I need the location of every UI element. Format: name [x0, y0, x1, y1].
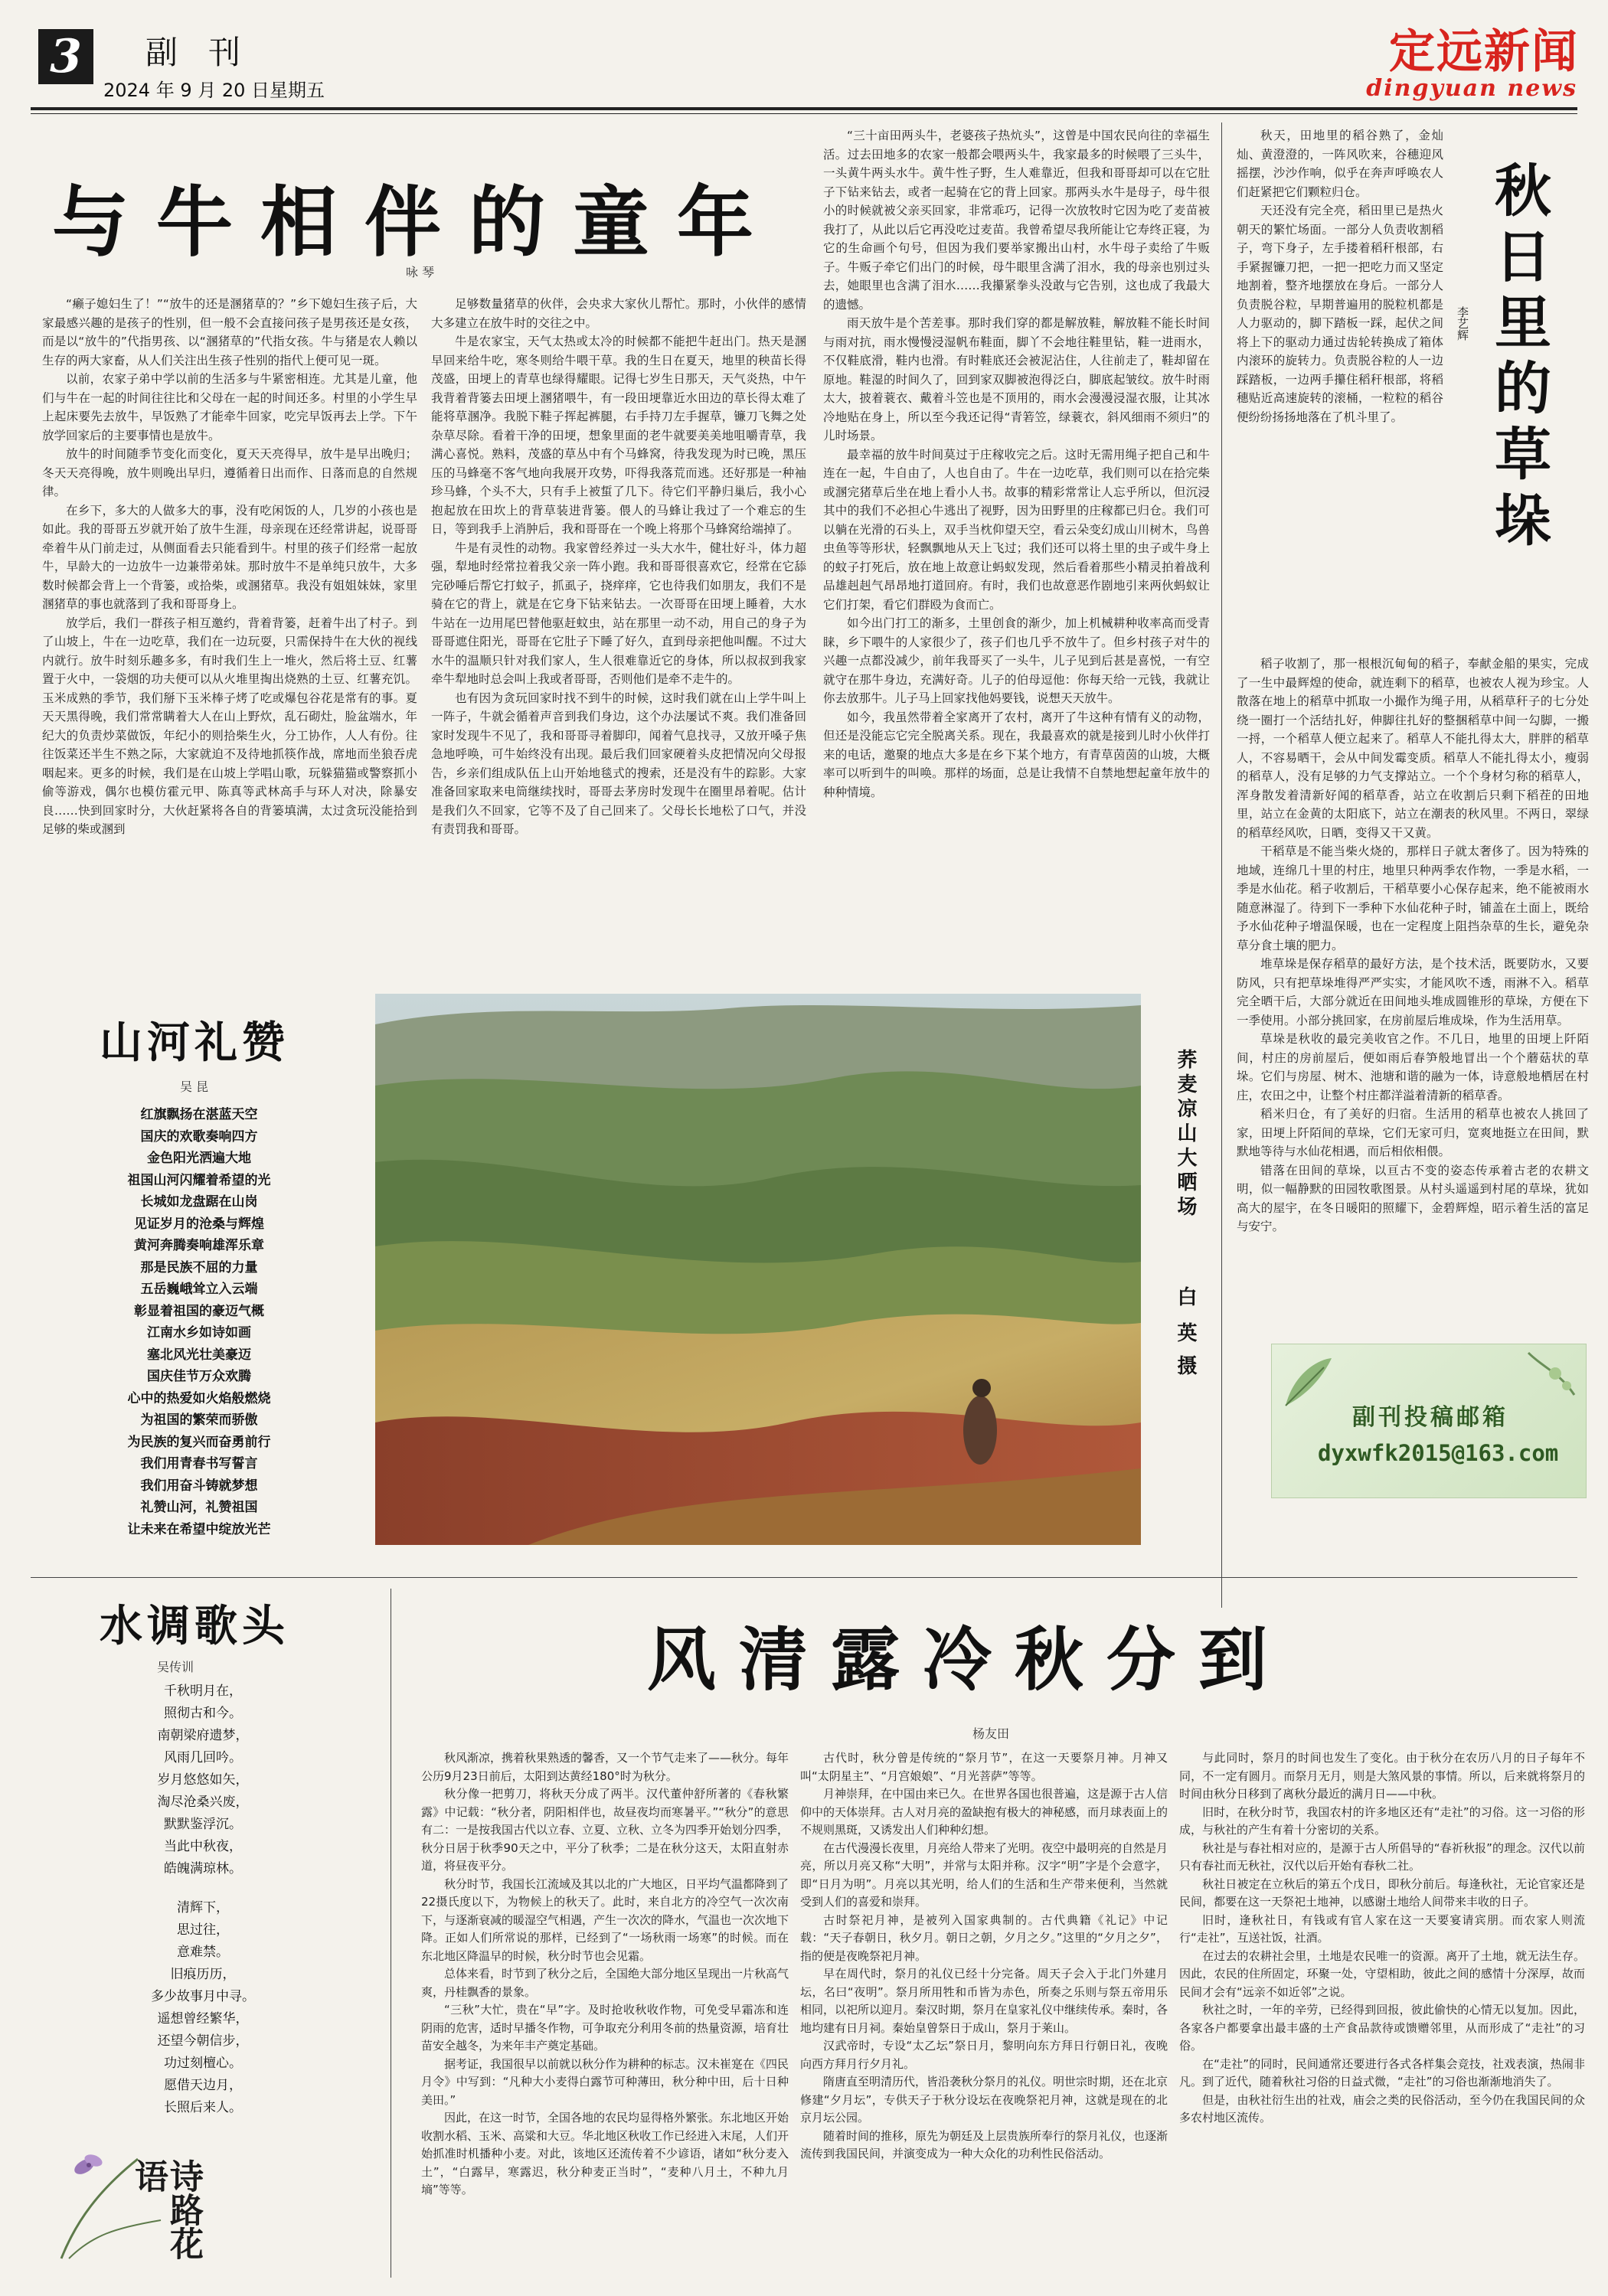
poem2-line: 遥想曾经繁华，: [157, 2011, 249, 2027]
poem1-line: 五岳巍峨耸立入云端: [140, 1282, 258, 1297]
poem2-line: 思过往，: [177, 1922, 229, 1938]
poem1-author: 吴 昆: [180, 1079, 209, 1094]
poem1-line: 祖国山河闪耀着希望的光: [127, 1172, 271, 1188]
paper-name-en: dingyuan news: [1366, 75, 1577, 102]
poem1-line: 红旗飘扬在湛蓝天空: [140, 1107, 258, 1122]
article2-author: 李艺辉: [1456, 306, 1469, 341]
poem2-stanza-2: [100, 1897, 306, 2119]
poem2-line: 长照后来人。: [164, 2100, 242, 2115]
article3-paragraph: 古代时，秋分曾是传统的“祭月节”，在这一天要祭月神。月神又叫“太阴星主”、“月宫娘娘”、“月光菩萨”等等。: [800, 1751, 1168, 1783]
page-number: 3: [38, 29, 93, 84]
poem2-line: 旧痕历历，: [170, 1967, 236, 1982]
article3-paragraph: 在“走社”的同时，民间通常还要进行各式各样集会竞技，社戏表演，热闹非凡。到了近代，随着秋社习俗的日益式微，“走社”的习俗也渐渐地消失了。: [1179, 2056, 1585, 2089]
mailbox-email[interactable]: dyxwfk2015@163.com: [1318, 1440, 1559, 1466]
section-divider: [31, 1577, 1577, 1578]
article1-paragraph: 放牛的时间随季节变化而变化，夏天天亮得早，放牛是早出晚归；冬天天亮得晚，放牛则晚出早归，遵循着日出而作、日落而息的自然规律。: [42, 447, 417, 498]
issue-date: 2024 年 9 月 20 日星期五: [103, 80, 325, 101]
paper-name: 定远新闻: [1389, 25, 1579, 79]
article1-column-1: [42, 295, 417, 946]
article3-paragraph: 因此，在这一时节，全国各地的农民均显得格外繁张。东北地区开始收割水稻、玉米、高粱和大豆。华北地区秋收工作已经进入末尾，人们开始抓准时机播种小麦。对此，该地区还流传着不少谚语，诸如“秋分麦入土”，“白露早，寒露迟，秋分种麦正当时”，“麦种八月土，不种九月墒”等等。: [421, 2111, 789, 2196]
article1-paragraph: 最幸福的放牛时间莫过于庄稼收完之后。这时无需用绳子把自己和牛连在一起，牛自由了，人也自由了。牛在一边吃草，我们则可以在拾完柴或溷完猪草后坐在地上看小人书。故事的精彩常常让人忘乎所以，但沉浸其中的我们不必担心牛逃出了视野，因为田野里的庄稼都已归仓。我们可以躺在光滑的石头上，双手当枕仰望天空，看云朵变幻成山川树木，鸟兽虫鱼等等形状，轻飘飘地从天上飞过；我们还可以将土里的虫子或牛身上的蚊子打死后，放在地上故意让蚂蚁发现，然后看着那些小精灵拍着战利品雄赳赳气昂昂地打道回府。有时，我们也故意恶作剧地引来两伙蚂蚁让它们打架，看它们群殴为食而亡。: [823, 447, 1210, 612]
article1-paragraph: “三十亩田两头牛，老婆孩子热炕头”，这曾是中国农民向往的幸福生活。过去田地多的农家一般都会喂两头牛，我家最多的时候喂了三头牛，一头黄牛两头水牛。黄牛性子野，生人难靠近，但我和哥哥却可以在它肚子下钻来钻去，或者一起骑在它的背上回家。那两头水牛是母子，母牛很小的时候就被父亲买回家，非常乖巧，记得一次放牧时它因为吃了麦苗被我打了，从此以后它再没吃过麦苗。我曾希望尽我所能让它寿终正寝，为它的生命画个句号，但因为我们要举家搬出山村，水牛母子卖给了牛贩子。牛贩子牵它们出门的时候，母牛眼里含满了泪水，我的母亲也别过头去，她眼里也含满了泪水……我攥紧拳头没敢与它告别，这也成了我最大的遗憾。: [823, 129, 1210, 312]
article3-paragraph: 古时祭祀月神，是被列入国家典制的。古代典籍《礼记》中记载：“天子春朝日，秋夕月。朝日之朝，夕月之夕。”这里的“夕月之夕”，指的便是夜晚祭祀月神。: [800, 1912, 1168, 1963]
poem1-line: 为民族的复兴而奋勇前行: [127, 1434, 271, 1450]
article3-paragraph: 隋唐直至明清历代，皆沿袭秋分祭月的礼仪。明世宗时期，还在北京修建“夕月坛”，专供天子于秋分设坛在夜晚祭祀月神，这就是现在的北京月坛公园。: [800, 2075, 1168, 2125]
article1-paragraph: 如今，我虽然带着全家离开了农村，离开了牛这种有情有义的动物，但还是没能忘它完全脱离关系。现在，我最喜欢的就是接到儿时小伙伴打来的电话，邀聚的地点大多是在乡下某个地方，有青草茵茵的山坡，大概率可以听到牛的叫唤。那样的场面，总是让我情不自禁地想起童年放牛的种种情境。: [823, 710, 1210, 799]
poem1-line: 见证岁月的沧桑与辉煌: [134, 1216, 264, 1232]
poem2-line: 多少故事月中寻。: [151, 1989, 255, 2004]
poem1-line: 塞北风光壮美豪迈: [147, 1347, 251, 1363]
article3-paragraph: “三秋”大忙，贵在“早”字。及时抢收秋收作物，可免受早霜冻和连阴雨的危害，适时早播冬作物，可争取充分利用冬前的热量资源，培育壮苗安全越冬，为来年丰产奠定基础。: [421, 2003, 789, 2053]
poem2-line: 南朝梁府遗梦，: [157, 1728, 249, 1743]
poem2-title: 水调歌头: [100, 1601, 289, 1651]
poem2-line: 千秋明月在，: [164, 1684, 242, 1699]
poem2-line: 皓魄满琼林。: [164, 1861, 242, 1876]
poem2-line: 还望今朝信步，: [157, 2033, 249, 2049]
poem2-stanza-1: [100, 1680, 306, 1880]
article3-paragraph: 秋风渐凉，携着秋果熟透的馨香，又一个节气走来了——秋分。每年公历9月23日前后，太阳到达黄经180°时为秋分。: [421, 1751, 789, 1783]
article2-paragraph: 干稻草是不能当柴火烧的，那样日子就太奢侈了。因为特殊的地域，连绵几十里的村庄，地里只种两季农作物，一季是水稻，一季是水仙花。稻子收割后，干稻草要小心保存起来，绝不能被雨水随意淋湿了。待到下一季种下水仙花种子时，铺盖在土面上，既给予水仙花种子增温保暖，也在一定程度上阻挡杂草的生长，避免杂草分食土壤的肥力。: [1237, 844, 1589, 952]
article2-column-bottom: [1237, 655, 1589, 1313]
poem2-line: 当此中秋夜，: [164, 1839, 242, 1854]
masthead-rule-thin: [31, 113, 1577, 114]
article1-column-3: [823, 126, 1210, 946]
article1-paragraph: 以前，农家子弟中学以前的生活多与牛紧密相连。尤其是儿童，他们与牛在一起的时间往往比和父母在一起的时间还多。村里的小学生早上起床要先去放牛，早饭熟了才能牵牛回家，吃完早饭再去上学。下午放学回家后的主要事情也是放牛。: [42, 372, 417, 443]
poem1-line: 金色阳光洒遍大地: [147, 1151, 251, 1166]
poem2-line: 风雨几回吟。: [164, 1750, 242, 1765]
article3-paragraph: 随着时间的推移，原先为朝廷及上层贵族所奉行的祭月礼仪，也逐渐流传到我国民间，并演变成为一种大众化的功利性民俗活动。: [800, 2128, 1168, 2160]
article2-paragraph: 天还没有完全亮，稻田里已是热火朝天的繁忙场面。一部分人负责收割稻子，弯下身子，左手搂着稻秆根部，右手紧握镰刀把，一把一把吃力而又坚定地割着，整齐地摆放在身后。一部分人负责脱谷粒，早期普遍用的脱粒机都是人力驱动的，脚下踏板一踩，起伏之间将上下的驱动力通过齿轮转换成了箱体内滚环的旋转力。负责脱谷粒的人一边踩踏板，一边两手攥住稻秆根部，将稻穗贴近高速旋转的滚桶，一粒粒的稻谷便纷纷扬扬地落在了机斗里了。: [1237, 204, 1443, 424]
article3-paragraph: 与此同时，祭月的时间也发生了变化。由于秋分在农历八月的日子每年不同，不一定有圆月。而祭月无月，则是大煞风景的事情。所以，后来就将祭月的时间由秋分日移到了离秋分最近的满月日——中秋。: [1179, 1751, 1585, 1801]
article1-column-2: [431, 295, 806, 946]
poem2-line: 愿借天边月，: [164, 2078, 242, 2093]
poem2-line: 默默鉴浮沉。: [164, 1817, 242, 1832]
poem1-line: 国庆佳节万众欢腾: [147, 1369, 251, 1384]
article3-paragraph: 但是，由秋社衍生出的社戏，庙会之类的民俗活动，至今仍在我国民间的众多农村地区流传。: [1179, 2092, 1585, 2125]
article3-paragraph: 早在周代时，祭月的礼仪已经十分完备。周天子会入于北门外建月坛，名曰“夜明”。祭月所用牲和币皆为赤色，所奏之乐则与祭五帝用乐相同，以祀所以迎月。秦汉时期，祭月在皇家礼仪中继续传承。秦时，各地均建有日月祠。秦始皇曾祭日于成山，祭月于莱山。: [800, 1967, 1168, 2035]
poem2-line: 淘尽沧桑兴废，: [157, 1795, 249, 1810]
poem1-line: 心中的热爱如火焰般燃烧: [127, 1390, 271, 1406]
article1-paragraph: 如今出门打工的渐多，土里创食的渐少，加上机械耕种收率高而受青睐，乡下喂牛的人家很少了，孩子们也几乎不放牛了。但乡村孩子对牛的兴趣一点都没减少，前年我哥买了一头牛，儿子见到后甚是喜悦，一有空就守在那牛身边，充满好奇。儿子的伯母逗他：你每天给一元钱，我就让你去放那牛。儿子马上回家找他妈要钱，说想天天放牛。: [823, 616, 1210, 705]
article3-paragraph: 秋社日被定在立秋后的第五个戊日，即秋分前后。每逢秋社，无论官家还是民间，都要在这一天祭祀土地神，以感谢土地给人间带来丰收的日子。: [1179, 1876, 1585, 1909]
article1-paragraph: 牛是有灵性的动物。我家曾经养过一头大水牛，健壮好斗，体力超强，犁地时经常拉着我父亲一阵小跑。我和哥哥很喜欢它，经常在它舔完砂唾后帮它打蚊子，抓虱子，挠痒痒，它也待我们如朋友，我们不是骑在它的背上，就是在它身下钻来钻去。一次哥哥在田埂上睡着，大水牛站在一边用尾巴替他驱赶蚊虫，站在那里一动不动，用自己的身子为哥哥遮住阳光，哥哥在它肚子下睡了好久，直到母亲把他叫醒。不过大水牛的温顺只针对我们家人，生人很难靠近它的身体，所以叔叔到我家牵牛犁地时总会叫上我或者哥哥，否则他们是牵不走牛的。: [431, 541, 806, 686]
column-divider: [1221, 122, 1222, 1608]
poem1-line: 江南水乡如诗如画: [147, 1325, 251, 1341]
article3-paragraph: 总体来看，时节到了秋分之后，全国绝大部分地区呈现出一片秋高气爽，丹桂飘香的景象。: [421, 1967, 789, 1999]
poem2-line: 功过刻檀心。: [164, 2056, 242, 2071]
article3-paragraph: 旧时，逢秋社日，有钱或有官人家在这一天要宴请宾朋。而农家人则流行“走社”，互送社饭，社酒。: [1179, 1912, 1585, 1945]
article3-paragraph: 据考证，我国很早以前就以秋分作为耕种的标志。汉未崔寔在《四民月令》中写到：“凡种大小麦得白露节可种薄田，秋分种中田，后十日种美田。”: [421, 2056, 789, 2107]
article2-paragraph: 秋天，田地里的稻谷熟了，金灿灿、黄澄澄的，一阵风吹来，谷穗迎风摇摆，沙沙作响，似乎在奔声呼唤农人们赶紧把它们颗粒归仓。: [1237, 129, 1443, 199]
article1-paragraph: “癞子媳妇生了！”“放牛的还是溷猪草的？”乡下媳妇生孩子后，大家最感兴趣的是孩子的性别，但一般不会直接问孩子是男孩还是女孩，而是以“放牛的”代指男孩、以“溷猪草的”代指女孩。牛与猪是农人赖以生存的两大家畜，从人们关注出生孩子性别的指代上便可见一斑。: [42, 297, 417, 367]
poem1-line: 礼赞山河，礼赞祖国: [140, 1500, 258, 1515]
article2-paragraph: 错落在田间的草垛，以亘古不变的姿态传承着古老的农耕文明，似一幅静默的田园牧歌图景。从村头遥遥到村尾的草垛，犹如高大的屋宇，在冬日暖阳的照耀下，金碧辉煌，昭示着生活的富足与安宁。: [1237, 1163, 1589, 1233]
leaf-decoration-icon: [1278, 1352, 1339, 1413]
poem1-line: 长城如龙盘踞在山岗: [140, 1194, 258, 1210]
article1-author: 咏 琴: [406, 265, 435, 279]
article1-title: 与牛相伴的童年: [52, 177, 781, 267]
article3-paragraph: 月神崇拜，在中国由来已久。在世界各国也很普遍，这是源于古人信仰中的天体崇拜。古人对月亮的盈缺抱有极大的神秘感，而月球表面上的不规则黑斑，又诱发出人们种种幻想。: [800, 1787, 1168, 1837]
article1-paragraph: 也有因为贪玩回家时找不到牛的时候，这时我们就在山上学牛叫上一阵子，牛就会循着声音到我们身边，这个办法屡试不爽。我们准备回家时发现牛不见了，我和哥哥寻着脚印，闻着气息找寻，又放开嗓子焦急地呼唤，可牛始终没有出现。最后我们回家硬着头皮把情况向父母报告，乡亲们组成队伍上山开始地毯式的搜索，还是没有牛的踪影。大家准备回家取来电筒继续找时，哥哥去茅房时发现牛在圈里昂着呢。估计是我们久不回家，它等不及了自己回来了。父母长长地松了口气，并没有责罚我和哥哥。: [431, 691, 806, 836]
poem2-line: 照彻古和今。: [164, 1706, 242, 1721]
article1-paragraph: 在乡下，多大的人做多大的事，没有吃闲饭的人，几岁的小孩也是如此。我的哥哥五岁就开始了放牛生涯，母亲现在还经常讲起，说哥哥牵着牛从门前走过，从侧面看去只能看到牛。村里的孩子们经常一起放牛，早龄大的一边放牛一边兼带弟妹。那时放牛不是单纯只放牛，大多数时候都会背上一个背篓，或拾柴，或溷猪草。我没有姐姐妹妹，家里溷猪草的事也就落到了我和哥哥身上。: [42, 503, 417, 611]
article3-paragraph: 秋分像一把剪刀，将秋天分成了两半。汉代董仲舒所著的《春秋繁露》中记载：“秋分者，阴阳相伴也，故昼夜均而寒暑平。”“秋分”的意思有二：一是按我国古代以立春、立夏、立秋、立冬为四季开始划分四季，秋分日居于秋季90天之中，平分了秋季；二是在秋分这天，太阳直射赤道，将昼夜平分。: [421, 1787, 789, 1873]
article3-paragraph: 在过去的农耕社会里，土地是农民唯一的资源。离开了土地，就无法生存。因此，农民的住所固定，环聚一处，守望相助，彼此之间的感情十分深厚，故而民间才会有“远亲不如近邻”之说。: [1179, 1948, 1585, 1999]
article3-paragraph: 旧时，在秋分时节，我国农村的许多地区还有“走社”的习俗。这一习俗的形成，与秋社的产生有着十分密切的关系。: [1179, 1804, 1585, 1837]
article2-column-top: [1237, 126, 1443, 647]
photo-caption: 荞麦凉山大晒场: [1174, 1049, 1197, 1220]
article3-title: 风清露冷秋分到: [647, 1619, 1290, 1700]
poem1-line: 黄河奔腾奏响雄浑乐章: [134, 1238, 264, 1253]
article3-column-3: [1179, 1749, 1585, 2278]
masthead-rule: [31, 107, 1577, 110]
section-title: 副刊: [145, 34, 272, 71]
mailbox-title: 副刊投稿邮箱: [1352, 1404, 1508, 1431]
poem1-line: 我们用奋斗铸就梦想: [140, 1478, 258, 1494]
article3-paragraph: 秋社之时，一年的辛劳，已经得到回报，彼此偷快的心情无以复加。因此，各家各户都要拿出最丰盛的土产食品款待或馈赠邻里，从而形成了“走社”的习俗。: [1179, 2003, 1585, 2053]
corner-badge-text: 诗路花语: [129, 2159, 203, 2260]
photo-photographer: 白 英: [1174, 1286, 1197, 1347]
article2-paragraph: 稻子收割了，那一根根沉甸甸的稻子，奉献金船的果实，完成了一生中最辉煌的使命，就连剩下的稻草，也被农人视为珍宝。人散落在地上的稻草中抓取一小撮作为绳子用，从稻草秆子的七分处绕一圈打一个活结扎好，伸脚往扎好的整捆稻草中间一勾脚，一搬一捋，一个稻草人便立起来了。稻草人不能扎得太大，胖胖的稻草人，不容易晒干，会从中间发霉变质。稻草人不能扎得太小，瘦弱的稻草人，没有足够的力气支撑站立。一个个身材匀称的稻草人，浑身散发着清新好闻的稻草香，站立在收割后只剩下稻茬的田地里，站立在金黄的太阳底下，站立在潮表的秋风里。不两日，翠绿的稻草经风吹，日晒，变得又干又黄。: [1237, 657, 1589, 840]
poem1-line: 彰显着祖国的豪迈气概: [134, 1303, 264, 1319]
buckwheat-field-photo: [375, 994, 1141, 1545]
article3-column-2: [800, 1749, 1168, 2278]
poem1-body: [42, 1104, 356, 1540]
article2-paragraph: 稻米归仓，有了美好的归宿。生活用的稻草也被农人挑回了家，田埂上阡陌间的草垛，它们无家可归，宽爽地挺立在田间，默默地等待与水仙花相遇，而后相依相偎。: [1237, 1107, 1589, 1158]
article3-author: 杨友田: [972, 1726, 1010, 1741]
article2-title: 秋日里的草垛: [1485, 161, 1551, 556]
poem1-line: 国庆的欢歌奏响四方: [140, 1128, 258, 1145]
article3-paragraph: 秋分时节，我国长江流域及其以北的广大地区，日平均气温都降到了22摄氏度以下，为物候上的秋天了。此时，来自北方的冷空气一次次南下，与逐渐衰减的暖湿空气相遇，产生一次次的降水，气温也一次次地下降。正如人们所常说的那样，已经到了“一场秋雨一场寒”的时候。而在东北地区降温早的时候，秋分时节也会见霜。: [421, 1876, 789, 1963]
poem2-line: 岁月悠悠如矢，: [157, 1772, 249, 1788]
poem1-title: 山河礼赞: [100, 1017, 289, 1068]
poem2-line: 清辉下，: [177, 1900, 229, 1916]
poem1-line: 让未来在希望中绽放光芒: [127, 1521, 271, 1537]
article3-column-1: [421, 1749, 789, 2278]
article2-paragraph: 草垛是秋收的最完美收官之作。不几日，地里的田埂上阡陌间，村庄的房前屋后，便如雨后春笋般地冒出一个个蘑菇状的草垛。它们与房屋、树木、池塘和谐的融为一体，诗意般地栖居在村庄，农田之中，让整个村庄都洋溢着清新的稻草香。: [1237, 1032, 1589, 1102]
article1-paragraph: 放学后，我们一群孩子相互邀约，背着背篓，赶着牛出了村子。到了山坡上，牛在一边吃草，我们在一边玩耍，只需保持牛在大伙的视线内就行。放牛时刻乐趣多多，有时我们生上一堆火，然后将土豆、红薯置于火中，一袋烟的功夫便可以从火堆里掏出烧熟的土豆、红薯充饥。玉米成熟的季节，我们掰下玉米棒子烤了吃或爆包谷花是常有的事。夏天天黑得晚，我们常常瞒着大人在山上野炊，乱石砌灶，脸盆端水，年纪大的负责炒菜做饭，年纪小的则拾柴生火，分工协作，人人有份。往往饭菜还半生不熟之际，大家就迫不及待地抓筷作战，席地而坐狼吞虎咽起来。更多的时候，我们是在山坡上学唱山歌，玩躲猫猫或警察抓小偷等游戏，偶尔也模仿霍元甲、陈真等武林高手与环人对决，除暴安良……快到回家时分，大伙赶紧将各自的背篓填满，太过贪玩没能拾到足够的柴或溷到: [42, 616, 417, 836]
poem2-author: 吴传训: [157, 1660, 194, 1674]
article1-paragraph: 足够数量猪草的伙伴，会央求大家伙儿帮忙。那时，小伙伴的感情大多建立在放牛时的交往之中。: [431, 297, 806, 330]
article1-paragraph: 雨天放牛是个苦差事。那时我们穿的都是解放鞋，解放鞋不能长时间与雨对抗，雨水慢慢浸湿帆布鞋面，脚丫不会地往鞋里钻，鞋一进雨水，不仅鞋底滑，鞋内也滑。有时鞋底还会被泥沾住，人往前走了，鞋却留在原地。鞋湿的时间久了，回到家双脚被泡得泛白，脚底起皱纹。放牛时雨太大，披着蓑衣、戴着斗笠也是不顶用的，雨水会漫漫浸湿衣服，让其冰冷地贴在身上，所以至今我还记得“青箬笠，绿蓑衣，斜风细雨不须归”的儿时场景。: [823, 316, 1210, 443]
poem1-line: 我们用青春书写誓言: [140, 1456, 258, 1471]
article3-paragraph: 汉武帝时，专设“太乙坛”祭日月，黎明向东方拜日行朝日礼，夜晚向西方拜月行夕月礼。: [800, 2039, 1168, 2071]
poem2-line: 意难禁。: [177, 1945, 229, 1960]
article3-paragraph: 秋社是与春社相对应的，是源于古人所倡导的“春祈秋报”的理念。汉代以前只有春社而无秋社，汉代以后开始有春秋二社。: [1179, 1840, 1585, 1873]
photo-credit: 摄: [1174, 1355, 1197, 1380]
submission-mailbox-box: [1271, 1344, 1587, 1498]
article1-paragraph: 牛是农家宝，天气太热或太冷的时候都不能把牛赶出门。热天是溷早回来给牛吃，寒冬则给牛喂干草。我的生日在夏天，地里的秧苗长得茂盛，田埂上的青草也绿得耀眼。记得七岁生日那天，天气炎热，中午我背着背篓去田埂上溷猪喂牛，有一段田埂靠近水田边的草长得太难了能将草溷净。我脱下鞋子挥起裤腿，右手持刀左手握草，镰刀飞舞之处杂草尽除。看着干净的田埂，想象里面的老牛就要美美地咀嚼青草，我满心喜悦。熟料，茂盛的草丛中有个马蜂窝，待我发现为时已晚，黑压压的马蜂毫不客气地向我展开攻势，吓得我落荒而逃。还好那是一种袖珍马蜂，个头不大，只有手上被蜇了几下。待它们平静归巢后，我小心抱起放在田坎上的背草装进背篓。偎人的马蜂让我过了一个难忘的生日，等到我手上消肿后，我和哥哥在一个晚上将那个马蜂窝给端掉了。: [431, 335, 806, 536]
article3-paragraph: 在古代漫漫长夜里，月亮给人带来了光明。夜空中最明亮的自然是月亮，所以月亮又称“大明”，并常与太阳并称。汉字“明”字是个会意字，即“日月为明”。月亮以其光明，给人们的生活和生产带来便利，当然就受到人们的喜爱和崇拜。: [800, 1840, 1168, 1909]
branch-decoration-icon: [1525, 1349, 1578, 1403]
poem1-line: 那是民族不屈的力量: [140, 1259, 258, 1275]
article2-paragraph: 堆草垛是保存稻草的最好方法，是个技术活，既要防水，又要防风，只有把草垛堆得严严实实，才能风吹不透，雨淋不入。稻草完全晒干后，大部分就近在田间地头堆成圆锥形的草垛，方便在下一季使用。小部分挑回家，在房前屋后堆成垛，作为生活用草。: [1237, 957, 1589, 1027]
poem1-line: 为祖国的繁荣而骄傲: [140, 1413, 258, 1428]
